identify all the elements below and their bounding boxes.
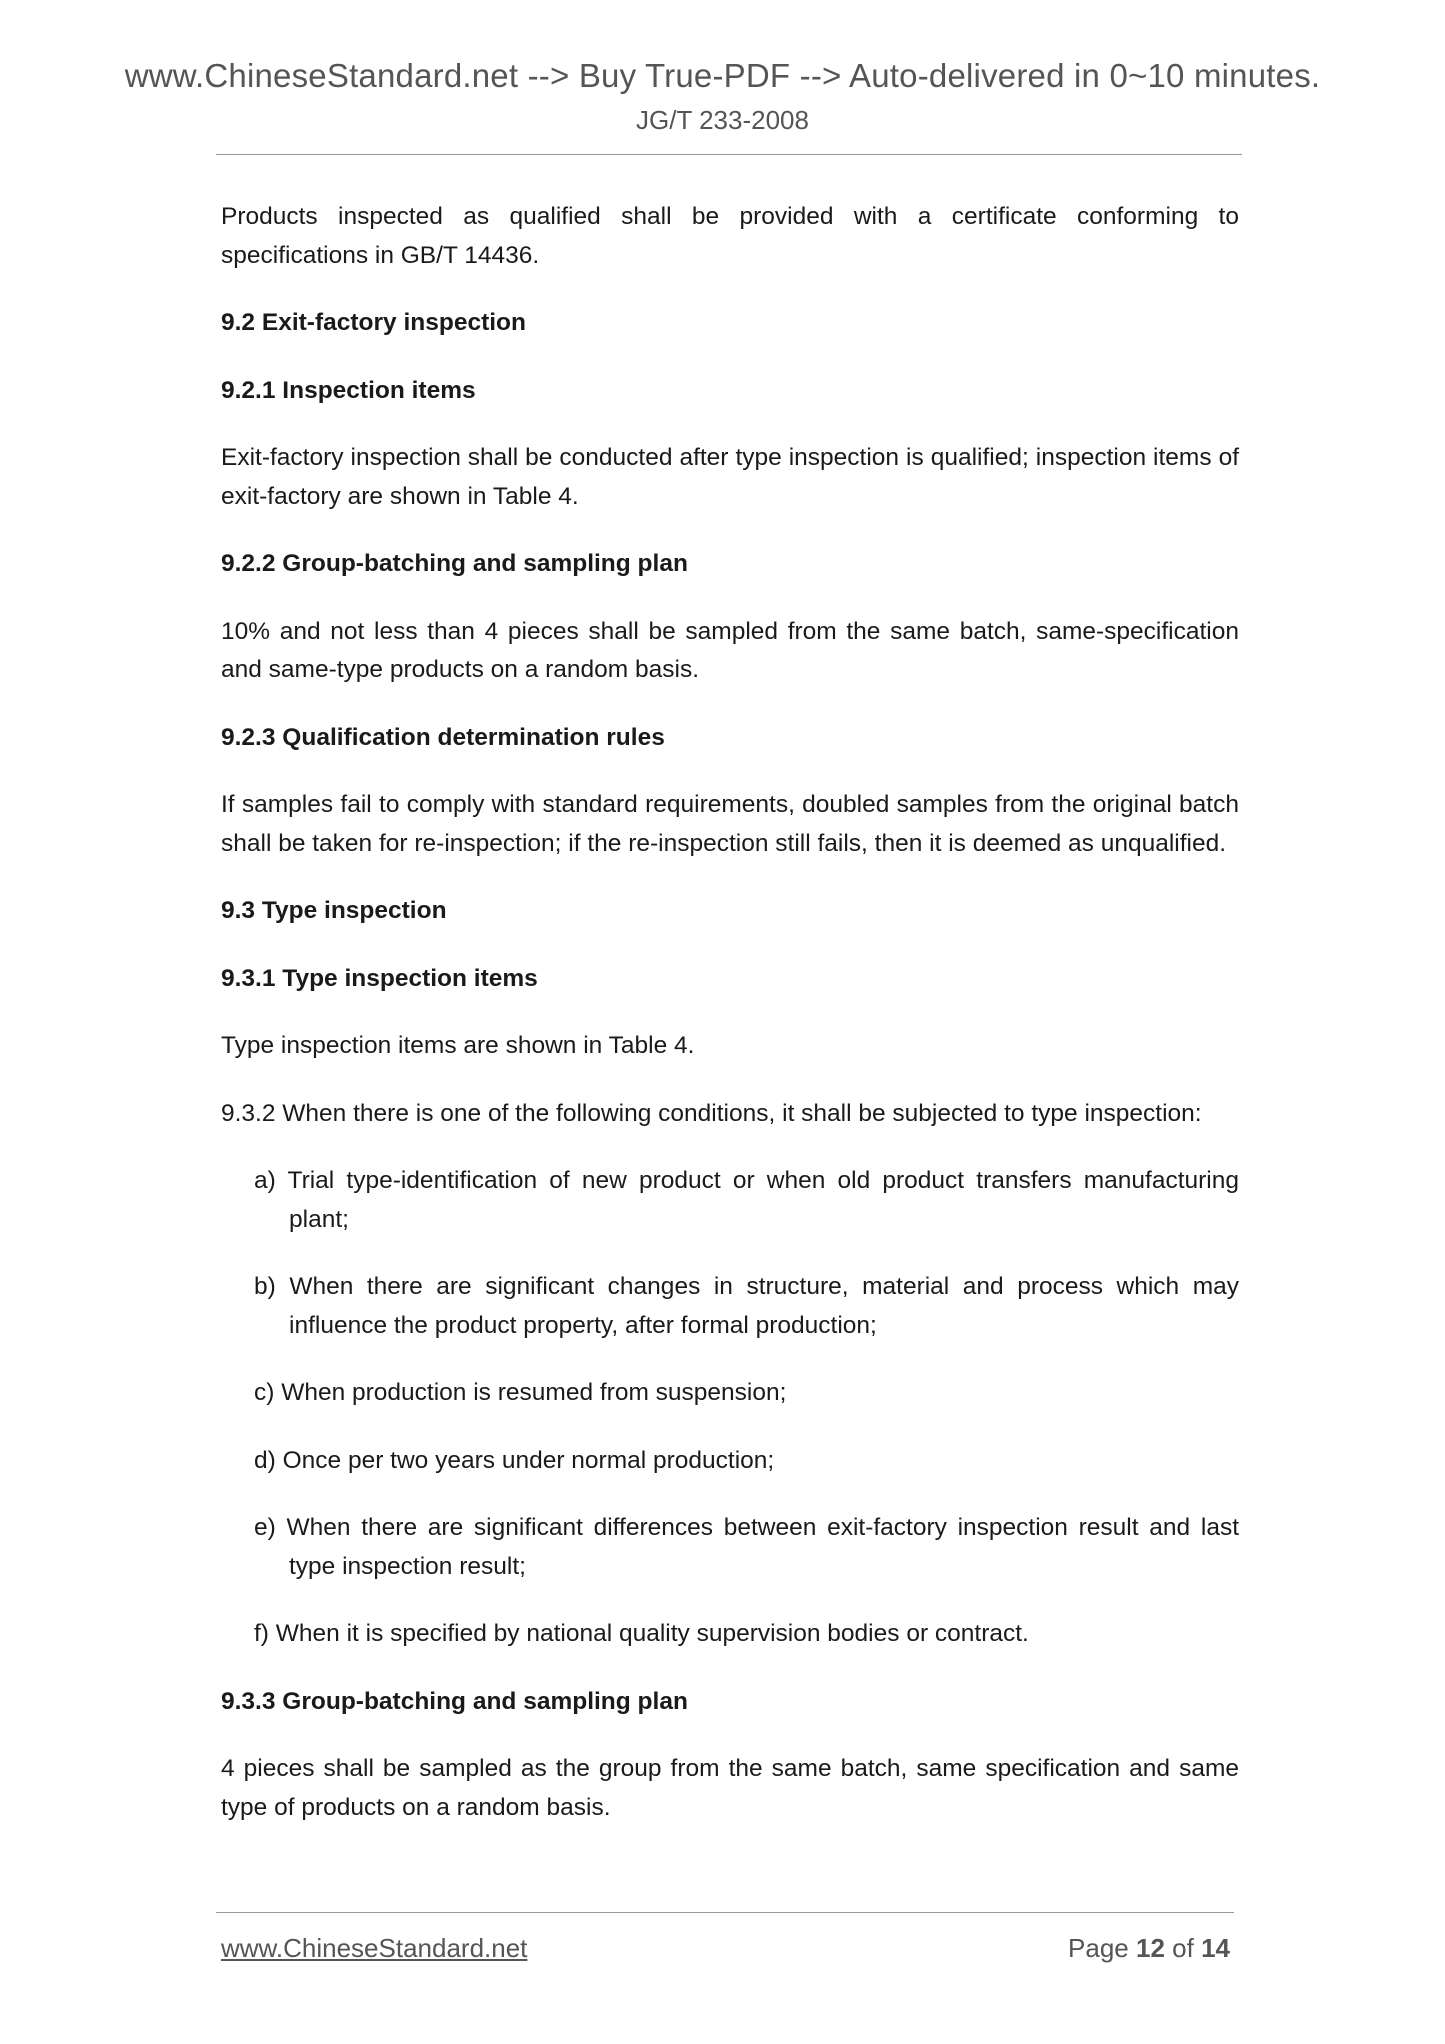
heading-9-3: 9.3 Type inspection <box>221 897 447 924</box>
document-code: JG/T 233-2008 <box>636 105 809 135</box>
list-item: b) When there are significant changes in structure, material and process which may influence the product property, after formal production; <box>254 1273 1239 1339</box>
heading-9-3-1: 9.3.1 Type inspection items <box>221 964 538 992</box>
list-item: e) When there are significant differences between exit-factory inspection result and last type inspection result; <box>254 1514 1239 1580</box>
list-item: f) When it is specified by national quality supervision bodies or contract. <box>254 1620 1029 1647</box>
heading-9-2-1: 9.2.1 Inspection items <box>221 376 476 404</box>
list-item: d) Once per two years under normal production; <box>254 1446 775 1474</box>
paragraph-9-3-2: 9.3.2 When there is one of the following conditions, it shall be subjected to type inspection: <box>221 1099 1202 1127</box>
page-total: 14 <box>1201 1933 1230 1963</box>
page-indicator <box>1068 1932 1230 1964</box>
footer-divider <box>216 1912 1234 1913</box>
page-current: 12 <box>1136 1933 1165 1963</box>
heading-9-2: 9.2 Exit-factory inspection <box>221 309 526 336</box>
paragraph-9-3-3: 4 pieces shall be sampled as the group from the same batch, same specification and same type of products on a random basis. <box>221 1755 1239 1821</box>
paragraph-9-2-2: 10% and not less than 4 pieces shall be sampled from the same batch, same-specification and same-type products on a random basis. <box>221 617 1239 683</box>
paragraph-9-2-1: Exit-factory inspection shall be conducted after type inspection is qualified; inspection items of exit-factory are shown in Table 4. <box>221 444 1239 510</box>
heading-9-2-2: 9.2.2 Group-batching and sampling plan <box>221 550 688 577</box>
paragraph-certificate: Products inspected as qualified shall be provided with a certificate conforming to specifications in GB/T 14436. <box>221 203 1239 269</box>
heading-9-3-3: 9.3.3 Group-batching and sampling plan <box>221 1687 688 1715</box>
page-prefix: Page <box>1068 1933 1129 1963</box>
paragraph-9-3-1: Type inspection items are shown in Table 4. <box>221 1032 695 1059</box>
header-divider <box>216 154 1242 155</box>
document-body <box>221 198 1239 1856</box>
list-item: a) Trial type-identification of new product or when old product transfers manufacturing plant; <box>254 1167 1239 1233</box>
paragraph-9-2-3: If samples fail to comply with standard requirements, doubled samples from the original batch shall be taken for re-inspection; if the re-inspection still fails, then it is deemed as unqualified. <box>221 791 1239 857</box>
header-banner[interactable]: www.ChineseStandard.net --> Buy True-PDF --> Auto-delivered in 0~10 minutes. <box>124 57 1321 94</box>
heading-9-2-3: 9.2.3 Qualification determination rules <box>221 723 665 751</box>
footer-website-link[interactable]: www.ChineseStandard.net <box>221 1933 528 1963</box>
page-of: of <box>1172 1933 1194 1963</box>
list-item: c) When production is resumed from suspension; <box>254 1379 787 1406</box>
